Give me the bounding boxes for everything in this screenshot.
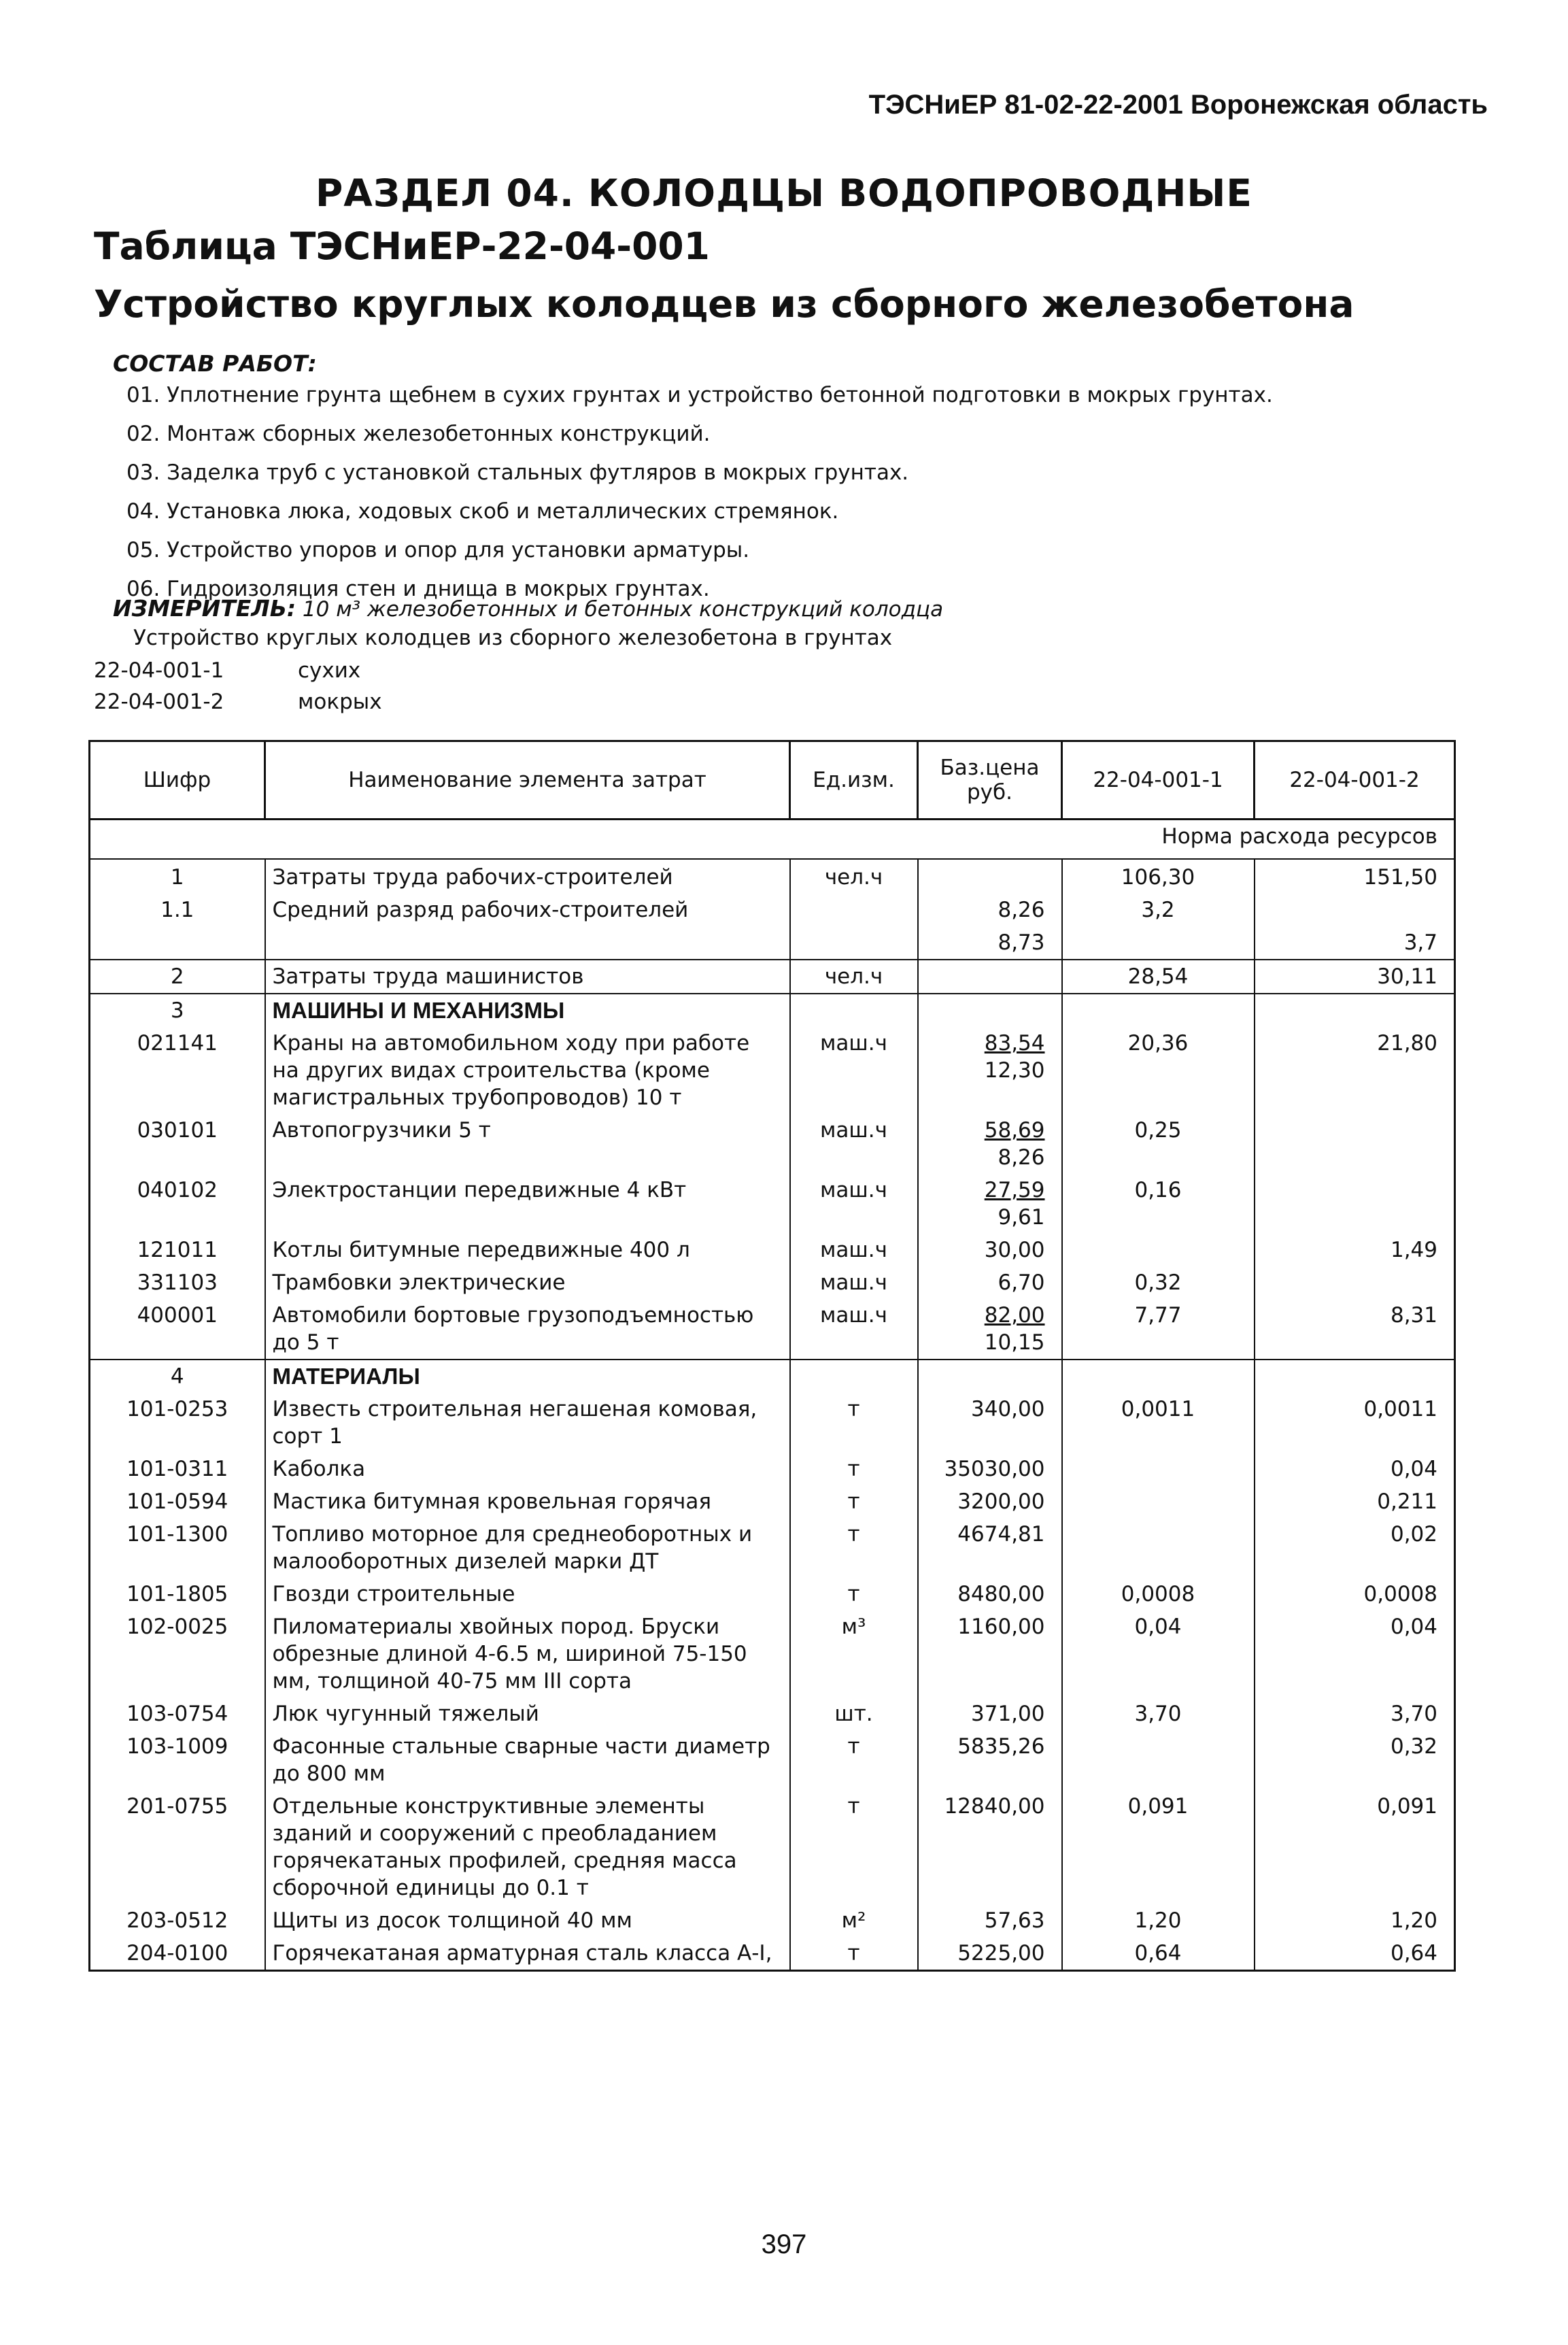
cell-v1: 106,30 <box>1062 859 1255 894</box>
cell-code: 040102 <box>90 1174 265 1234</box>
cell-v1: 7,77 <box>1062 1299 1255 1360</box>
cell-v2: 30,11 <box>1255 960 1455 994</box>
table-row <box>90 926 1455 960</box>
table-row <box>90 1360 1455 1393</box>
variant-row <box>94 658 502 683</box>
cell-price <box>918 1299 1062 1360</box>
work-item: 02. Монтаж сборных железобетонных конструкций. <box>126 422 711 446</box>
cell-v1 <box>1062 1518 1255 1578</box>
cell-unit: т <box>790 1578 918 1610</box>
table-row <box>90 1610 1455 1698</box>
cell-unit: маш.ч <box>790 1266 918 1299</box>
cell-code: 030101 <box>90 1114 265 1174</box>
cell-name: Котлы битумные передвижные 400 л <box>265 1234 790 1266</box>
table-row <box>90 1393 1455 1453</box>
cell-unit: маш.ч <box>790 1114 918 1174</box>
cell-v1: 0,04 <box>1062 1610 1255 1698</box>
cell-v2 <box>1255 1266 1455 1299</box>
cell-v2: 0,211 <box>1255 1485 1455 1518</box>
table-row <box>90 1299 1455 1360</box>
cell-code: 021141 <box>90 1027 265 1114</box>
cell-v2: 0,02 <box>1255 1518 1455 1578</box>
cell-v2: 1,49 <box>1255 1234 1455 1266</box>
cell-code: 400001 <box>90 1299 265 1360</box>
cell-v1: 20,36 <box>1062 1027 1255 1114</box>
meter-value: 10 м³ железобетонных и бетонных конструкций колодца <box>302 597 944 622</box>
col-unit: Ед.изм. <box>790 741 918 820</box>
table-row <box>90 1174 1455 1234</box>
cell-v2: 0,32 <box>1255 1730 1455 1790</box>
cell-v2: 0,04 <box>1255 1610 1455 1698</box>
cell-name: Краны на автомобильном ходу при работе на других видах строительства (кроме магистральных трубопроводов) 10 т <box>265 1027 790 1114</box>
cell-v2 <box>1255 1114 1455 1174</box>
col-price: Баз.цена руб. <box>918 741 1062 820</box>
cell-v2: 0,04 <box>1255 1453 1455 1485</box>
works-label: СОСТАВ РАБОТ: <box>113 350 317 377</box>
meter-line <box>113 595 943 622</box>
cell-price <box>918 859 1062 894</box>
table-row <box>90 1266 1455 1299</box>
cell-unit: т <box>790 1485 918 1518</box>
norm-label: Норма расхода ресурсов <box>90 820 1455 860</box>
table-row <box>90 1698 1455 1730</box>
work-item: 04. Установка люка, ходовых скоб и металлических стремянок. <box>126 499 839 524</box>
cell-price <box>918 1174 1062 1234</box>
cell-v1: 0,25 <box>1062 1114 1255 1174</box>
cell-v1 <box>1062 1234 1255 1266</box>
table-row <box>90 859 1455 894</box>
price-wage: 8,26 <box>998 1145 1045 1170</box>
cell-name: Средний разряд рабочих-строителей <box>265 894 790 926</box>
cell-unit <box>790 894 918 926</box>
table-row <box>90 1234 1455 1266</box>
table-row <box>90 894 1455 926</box>
cell-price: 5225,00 <box>918 1937 1062 1971</box>
cell-name: Люк чугунный тяжелый <box>265 1698 790 1730</box>
cell-v2: 1,20 <box>1255 1904 1455 1937</box>
cell-code: 201-0755 <box>90 1790 265 1904</box>
table-row <box>90 960 1455 994</box>
cell-code: 1.1 <box>90 894 265 926</box>
cell-v1: 28,54 <box>1062 960 1255 994</box>
cell-v1: 0,0008 <box>1062 1578 1255 1610</box>
variant-code: 22-04-001-2 <box>94 690 224 714</box>
cell-name: Известь строительная негашеная комовая, сорт 1 <box>265 1393 790 1453</box>
cell-v2: 21,80 <box>1255 1027 1455 1114</box>
cell-name: Пиломатериалы хвойных пород. Бруски обрезные длиной 4-6.5 м, шириной 75-150 мм, толщиной 40-75 мм III сорта <box>265 1610 790 1698</box>
cell-code: 1 <box>90 859 265 894</box>
cell-code: 101-0253 <box>90 1393 265 1453</box>
cell-v1: 3,2 <box>1062 894 1255 926</box>
cell-unit: чел.ч <box>790 859 918 894</box>
variant-code: 22-04-001-1 <box>94 658 224 683</box>
cell-code <box>90 926 265 960</box>
cell-code: 331103 <box>90 1266 265 1299</box>
cell-v2 <box>1255 894 1455 926</box>
table-row <box>90 1114 1455 1174</box>
work-item: 01. Уплотнение грунта щебнем в сухих грунтах и устройство бетонной подготовки в мокрых грунтах. <box>126 383 1273 407</box>
cell-v1 <box>1062 1453 1255 1485</box>
norm-row <box>90 820 1455 860</box>
cell-name: Фасонные стальные сварные части диаметр до 800 мм <box>265 1730 790 1790</box>
cell-name: Каболка <box>265 1453 790 1485</box>
col-v1: 22-04-001-1 <box>1062 741 1255 820</box>
table-row <box>90 1790 1455 1904</box>
cell-v1 <box>1062 1485 1255 1518</box>
cell-name: Горячекатаная арматурная сталь класса А-I, <box>265 1937 790 1971</box>
cell-v2: 0,091 <box>1255 1790 1455 1904</box>
cell-code: 103-1009 <box>90 1730 265 1790</box>
cell-v2: 3,70 <box>1255 1698 1455 1730</box>
cell-name: Мастика битумная кровельная горячая <box>265 1485 790 1518</box>
cell-code: 2 <box>90 960 265 994</box>
cell-unit: т <box>790 1730 918 1790</box>
cell-unit: маш.ч <box>790 1234 918 1266</box>
cell-code: 203-0512 <box>90 1904 265 1937</box>
table-row <box>90 994 1455 1027</box>
cell-code: 101-1300 <box>90 1518 265 1578</box>
page-number: 397 <box>761 2229 807 2259</box>
cell-v1: 0,091 <box>1062 1790 1255 1904</box>
cell-unit <box>790 926 918 960</box>
cell-name: Автомобили бортовые грузоподъемностью до 5 т <box>265 1299 790 1360</box>
cell-price: 8480,00 <box>918 1578 1062 1610</box>
cell-v1: 0,16 <box>1062 1174 1255 1234</box>
cell-v2 <box>1255 1174 1455 1234</box>
price-wage: 12,30 <box>984 1058 1045 1083</box>
table-row <box>90 1937 1455 1971</box>
col-name: Наименование элемента затрат <box>265 741 790 820</box>
cell-price <box>918 960 1062 994</box>
cell-unit: маш.ч <box>790 1299 918 1360</box>
work-item: 05. Устройство упоров и опор для установки арматуры. <box>126 538 750 562</box>
section-title: РАЗДЕЛ 04. КОЛОДЦЫ ВОДОПРОВОДНЫЕ <box>316 171 1252 215</box>
table-row <box>90 1485 1455 1518</box>
col-v2: 22-04-001-2 <box>1255 741 1455 820</box>
cell-v2: 0,64 <box>1255 1937 1455 1971</box>
cell-unit: м³ <box>790 1610 918 1698</box>
cell-v1: 0,64 <box>1062 1937 1255 1971</box>
cell-v1 <box>1062 1730 1255 1790</box>
cell-price: 30,00 <box>918 1234 1062 1266</box>
cell-price: 4674,81 <box>918 1518 1062 1578</box>
table-row <box>90 1904 1455 1937</box>
cell-unit: т <box>790 1790 918 1904</box>
table-row <box>90 1578 1455 1610</box>
cell-name: Отдельные конструктивные элементы зданий и сооружений с преобладанием горячекатаных профилей, средняя масса сборочной единицы до 0.1 т <box>265 1790 790 1904</box>
cell-code: 101-1805 <box>90 1578 265 1610</box>
cell-v2: 3,7 <box>1255 926 1455 960</box>
cell-name: Трамбовки электрические <box>265 1266 790 1299</box>
variants-intro: Устройство круглых колодцев из сборного железобетона в грунтах <box>133 626 893 650</box>
cell-price: 35030,00 <box>918 1453 1062 1485</box>
price-total: 27,59 <box>984 1178 1045 1202</box>
cell-price: 8,26 <box>918 894 1062 926</box>
cell-price: 57,63 <box>918 1904 1062 1937</box>
cell-code: 103-0754 <box>90 1698 265 1730</box>
cell-unit: т <box>790 1937 918 1971</box>
cell-v1: 3,70 <box>1062 1698 1255 1730</box>
cell-price: 12840,00 <box>918 1790 1062 1904</box>
cell-price: 5835,26 <box>918 1730 1062 1790</box>
cell-unit: т <box>790 1453 918 1485</box>
cell-name: Щиты из досок толщиной 40 мм <box>265 1904 790 1937</box>
cell-price: 340,00 <box>918 1393 1062 1453</box>
cell-name: МАТЕРИАЛЫ <box>265 1360 790 1393</box>
cell-v1: 0,0011 <box>1062 1393 1255 1453</box>
cell-code: 121011 <box>90 1234 265 1266</box>
cell-unit: шт. <box>790 1698 918 1730</box>
cell-price <box>918 1027 1062 1114</box>
variant-name: мокрых <box>298 690 382 714</box>
variant-row <box>94 690 502 714</box>
work-item: 06. Гидроизоляция стен и днища в мокрых грунтах. <box>126 577 710 601</box>
cell-name: Затраты труда рабочих-строителей <box>265 859 790 894</box>
cell-price: 371,00 <box>918 1698 1062 1730</box>
cell-code: 204-0100 <box>90 1937 265 1971</box>
cell-unit: чел.ч <box>790 960 918 994</box>
price-wage: 9,61 <box>998 1205 1045 1230</box>
cell-name: Электростанции передвижные 4 кВт <box>265 1174 790 1234</box>
price-total: 82,00 <box>984 1303 1045 1328</box>
cell-price: 6,70 <box>918 1266 1062 1299</box>
cell-code: 102-0025 <box>90 1610 265 1698</box>
cell-name: Гвозди строительные <box>265 1578 790 1610</box>
cell-v1: 1,20 <box>1062 1904 1255 1937</box>
cell-unit: м² <box>790 1904 918 1937</box>
resource-table <box>88 740 1456 1972</box>
works-list <box>126 376 1273 609</box>
cell-v1 <box>1062 926 1255 960</box>
cell-unit: т <box>790 1518 918 1578</box>
cell-price: 8,73 <box>918 926 1062 960</box>
variant-name: сухих <box>298 658 361 683</box>
table-row <box>90 1453 1455 1485</box>
cell-v2: 151,50 <box>1255 859 1455 894</box>
table-subtitle: Устройство круглых колодцев из сборного железобетона <box>94 282 1354 326</box>
cell-code: 3 <box>90 994 265 1027</box>
cell-name <box>265 926 790 960</box>
cell-v1: 0,32 <box>1062 1266 1255 1299</box>
cell-name: МАШИНЫ И МЕХАНИЗМЫ <box>265 994 790 1027</box>
cell-v2: 0,0011 <box>1255 1393 1455 1453</box>
price-wage: 10,15 <box>984 1330 1045 1355</box>
work-item: 03. Заделка труб с установкой стальных футляров в мокрых грунтах. <box>126 460 909 485</box>
cell-price <box>918 1114 1062 1174</box>
cell-unit: маш.ч <box>790 1174 918 1234</box>
table-title: Таблица ТЭСНиЕР-22-04-001 <box>94 224 710 268</box>
cell-v2: 0,0008 <box>1255 1578 1455 1610</box>
cell-price: 3200,00 <box>918 1485 1062 1518</box>
price-total: 83,54 <box>984 1031 1045 1056</box>
cell-name: Топливо моторное для среднеоборотных и малооборотных дизелей марки ДТ <box>265 1518 790 1578</box>
document-header: ТЭСНиЕР 81-02-22-2001 Воронежская область <box>868 90 1488 120</box>
table-header-row <box>90 741 1455 820</box>
price-total: 58,69 <box>984 1118 1045 1143</box>
cell-code: 101-0594 <box>90 1485 265 1518</box>
table-row <box>90 1730 1455 1790</box>
col-code: Шифр <box>90 741 265 820</box>
cell-v2: 8,31 <box>1255 1299 1455 1360</box>
cell-code: 4 <box>90 1360 265 1393</box>
table-row <box>90 1027 1455 1114</box>
cell-name: Автопогрузчики 5 т <box>265 1114 790 1174</box>
cell-name: Затраты труда машинистов <box>265 960 790 994</box>
cell-code: 101-0311 <box>90 1453 265 1485</box>
meter-label: ИЗМЕРИТЕЛЬ: <box>113 595 296 622</box>
cell-price: 1160,00 <box>918 1610 1062 1698</box>
cell-unit: т <box>790 1393 918 1453</box>
cell-unit: маш.ч <box>790 1027 918 1114</box>
table-row <box>90 1518 1455 1578</box>
